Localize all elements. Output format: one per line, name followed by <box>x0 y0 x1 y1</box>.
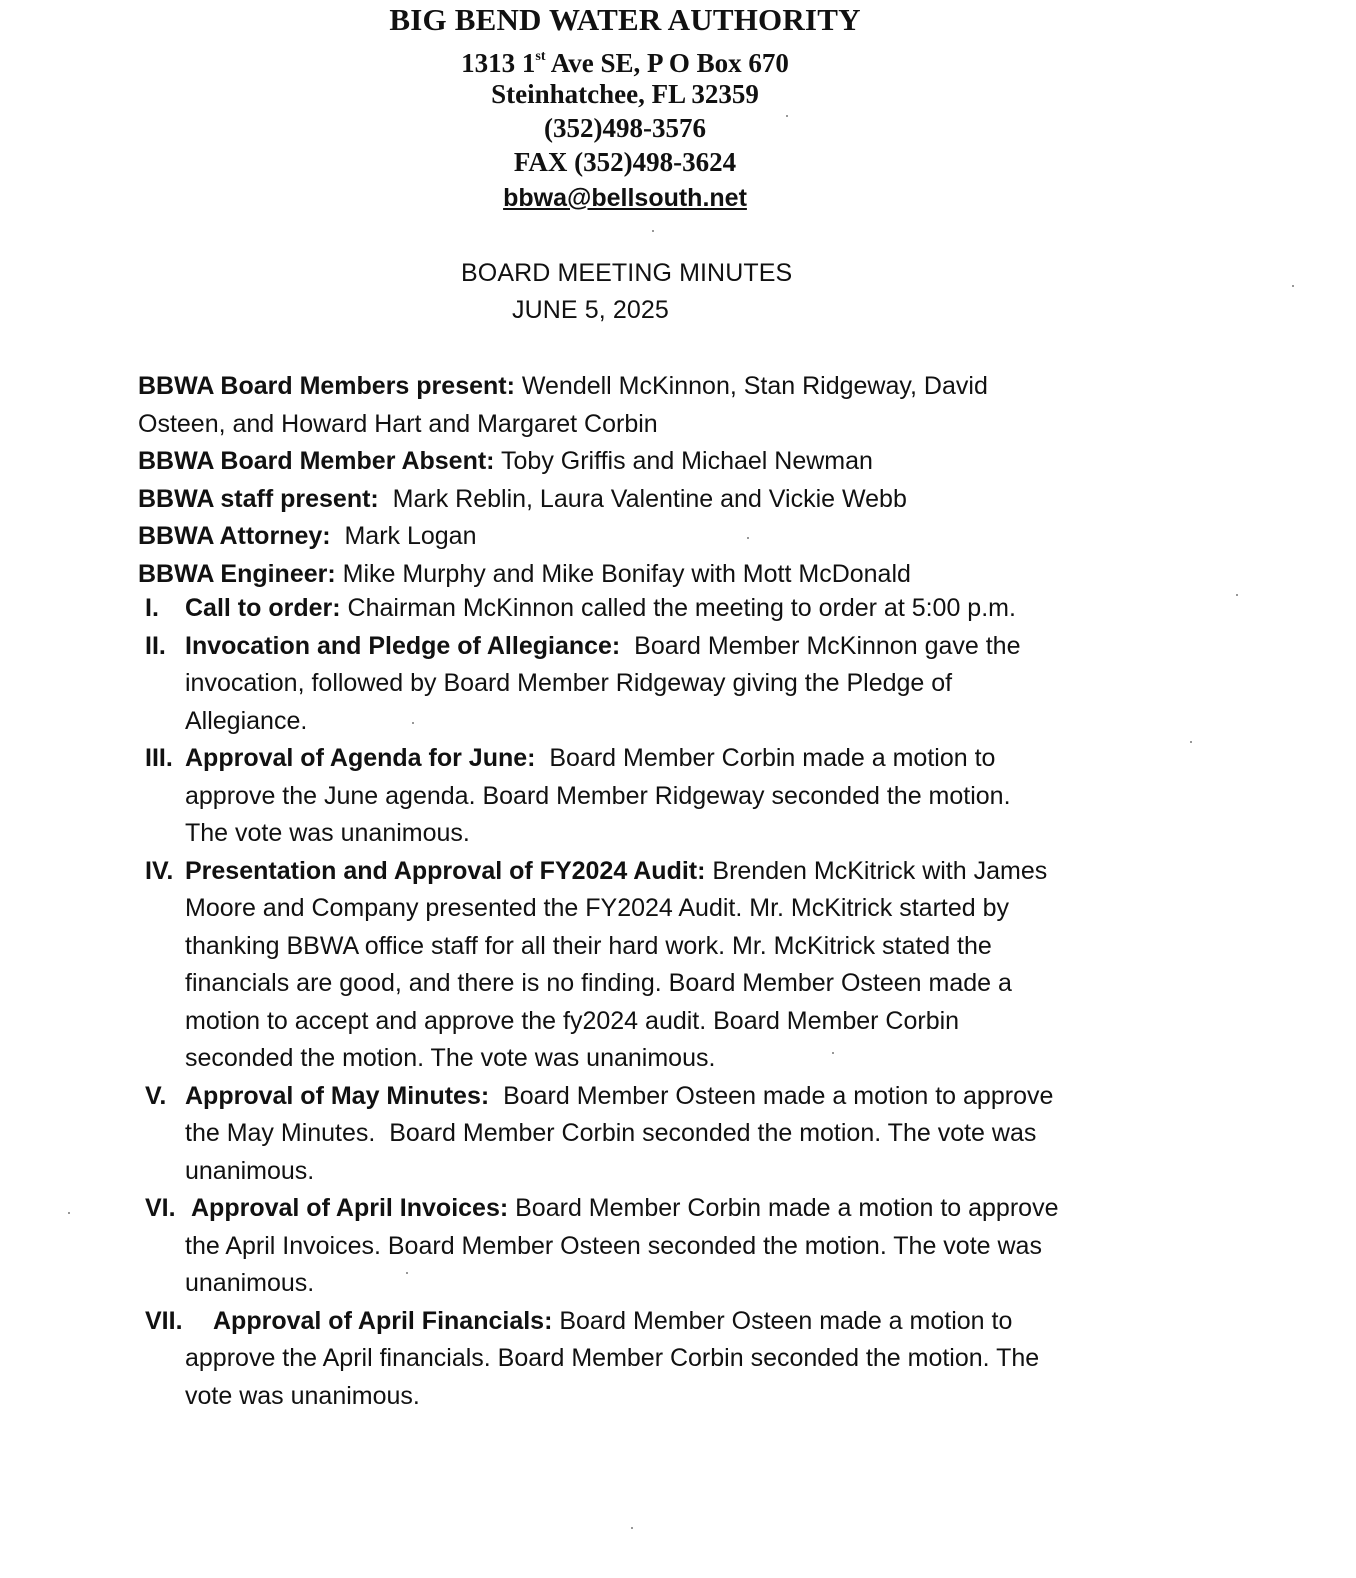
agenda-item-heading: Approval of Agenda for June: <box>185 744 536 772</box>
members-present-label: BBWA Board Members present: <box>138 372 515 400</box>
agenda-item-heading: Invocation and Pledge of Allegiance: <box>185 631 621 660</box>
scan-speck <box>406 1272 408 1274</box>
agenda-item-line: financials are good, and there is no finding. Board Member Osteen made a <box>185 969 1012 997</box>
organization-fax: FAX (352)498-3624 <box>513 147 737 177</box>
agenda-item-text <box>185 1303 1145 1416</box>
agenda-item-line: Board Member Corbin made a motion to <box>535 744 996 772</box>
attorney-label: BBWA Attorney: <box>138 522 331 550</box>
agenda-item-text <box>185 590 1145 628</box>
agenda-list <box>145 590 1145 1415</box>
attorney-value: Mark Logan <box>330 522 477 550</box>
agenda-item-4 <box>145 853 1145 1078</box>
organization-phone: (352)498-3576 <box>544 113 706 143</box>
members-absent-line <box>138 443 1098 481</box>
agenda-item-number: I. <box>145 594 159 622</box>
agenda-item-line: Board Member Osteen made a motion to approve <box>489 1081 1054 1110</box>
agenda-item-number: VI. <box>145 1194 176 1222</box>
meeting-date: JUNE 5, 2025 <box>512 296 669 324</box>
agenda-item-line: seconded the motion. The vote was unanimous. <box>185 1044 716 1072</box>
organization-name: BIG BEND WATER AUTHORITY <box>389 2 861 37</box>
agenda-item-text <box>185 853 1145 1078</box>
agenda-item-line: motion to accept and approve the fy2024 audit. Board Member Corbin <box>185 1006 960 1035</box>
scan-speck <box>832 1052 834 1054</box>
agenda-item-line: Board Member Osteen made a motion to <box>552 1306 1013 1335</box>
scan-speck <box>652 230 654 232</box>
agenda-item-heading: Presentation and Approval of FY2024 Audit: <box>185 856 706 885</box>
scan-speck <box>1292 285 1294 287</box>
scan-speck <box>68 1212 70 1214</box>
document-title: BOARD MEETING MINUTES <box>461 259 793 287</box>
agenda-item-line: approve the April financials. Board Member Corbin seconded the motion. The <box>185 1344 1040 1372</box>
agenda-item-line: the May Minutes. Board Member Corbin seconded the motion. The vote was <box>185 1119 1037 1147</box>
organization-address <box>0 42 1250 80</box>
members-absent-value: Toby Griffis and Michael Newman <box>494 447 873 475</box>
address-street: Ave SE, P O Box 670 <box>545 48 789 78</box>
agenda-item-text <box>185 628 1145 741</box>
agenda-item-1 <box>145 590 1145 628</box>
agenda-item-heading: Call to order: <box>185 594 341 622</box>
agenda-item-heading: Approval of April Invoices: <box>191 1194 509 1222</box>
members-present-line <box>138 368 1098 406</box>
agenda-item-number: IV. <box>145 856 174 885</box>
agenda-item-line: invocation, followed by Board Member Ridgeway giving the Pledge of <box>185 669 953 697</box>
agenda-item-text <box>185 1190 1145 1303</box>
agenda-item-line: unanimous. <box>185 1156 315 1185</box>
agenda-item-line: Moore and Company presented the FY2024 Audit. Mr. McKitrick started by <box>185 894 1010 922</box>
agenda-item-text <box>185 1078 1145 1191</box>
members-present-line-continued: Osteen, and Howard Hart and Margaret Corbin <box>138 409 658 438</box>
agenda-item-line: Board Member McKinnon gave the <box>620 631 1021 660</box>
agenda-item-text <box>185 740 1145 853</box>
agenda-item-line: The vote was unanimous. <box>185 819 470 847</box>
scan-speck <box>412 722 414 724</box>
address-number: 1313 1 <box>461 48 536 78</box>
agenda-item-number: V. <box>145 1081 167 1110</box>
staff-present-label: BBWA staff present: <box>138 484 379 513</box>
scan-speck <box>1190 741 1192 743</box>
organization-city: Steinhatchee, FL 32359 <box>491 79 759 109</box>
agenda-item-line: approve the June agenda. Board Member Ridgeway seconded the motion. <box>185 781 1011 810</box>
engineer-value: Mike Murphy and Mike Bonifay with Mott McDonald <box>335 559 911 588</box>
attendance-block <box>138 368 1098 593</box>
scan-speck <box>747 537 749 539</box>
agenda-item-3 <box>145 740 1145 853</box>
members-present-value: Wendell McKinnon, Stan Ridgeway, David <box>514 372 988 400</box>
staff-present-line <box>138 481 1098 519</box>
agenda-item-line: Board Member Corbin made a motion to approve <box>508 1194 1059 1222</box>
scan-speck <box>786 115 788 117</box>
agenda-item-6 <box>145 1190 1145 1303</box>
organization-email <box>0 181 1250 215</box>
scan-speck <box>1236 594 1238 596</box>
address-ordinal: st <box>535 49 546 64</box>
agenda-item-7 <box>145 1303 1145 1416</box>
agenda-item-heading: Approval of April Financials: <box>213 1306 553 1335</box>
agenda-item-number: III. <box>145 744 173 772</box>
engineer-line <box>138 556 1098 594</box>
engineer-label: BBWA Engineer: <box>138 559 336 588</box>
agenda-item-2 <box>145 628 1145 741</box>
email-link[interactable]: bbwa@bellsouth.net <box>503 184 747 212</box>
agenda-item-line: the April Invoices. Board Member Osteen seconded the motion. The vote was <box>185 1231 1042 1260</box>
agenda-item-line: thanking BBWA office staff for all their hard work. Mr. McKitrick stated the <box>185 931 992 960</box>
agenda-item-line: unanimous. <box>185 1269 315 1297</box>
agenda-item-line: Chairman McKinnon called the meeting to order at 5:00 p.m. <box>340 594 1016 622</box>
attorney-line <box>138 518 1098 556</box>
agenda-item-heading: Approval of May Minutes: <box>185 1081 490 1110</box>
members-absent-label: BBWA Board Member Absent: <box>138 447 495 475</box>
staff-present-value: Mark Reblin, Laura Valentine and Vickie Webb <box>378 484 907 513</box>
agenda-item-line: Brenden McKitrick with James <box>705 856 1048 885</box>
scan-speck <box>631 1527 633 1529</box>
agenda-item-number: VII. <box>145 1306 183 1335</box>
agenda-item-5 <box>145 1078 1145 1191</box>
agenda-item-number: II. <box>145 631 166 660</box>
agenda-item-line: vote was unanimous. <box>185 1381 420 1410</box>
agenda-item-line: Allegiance. <box>185 706 308 735</box>
